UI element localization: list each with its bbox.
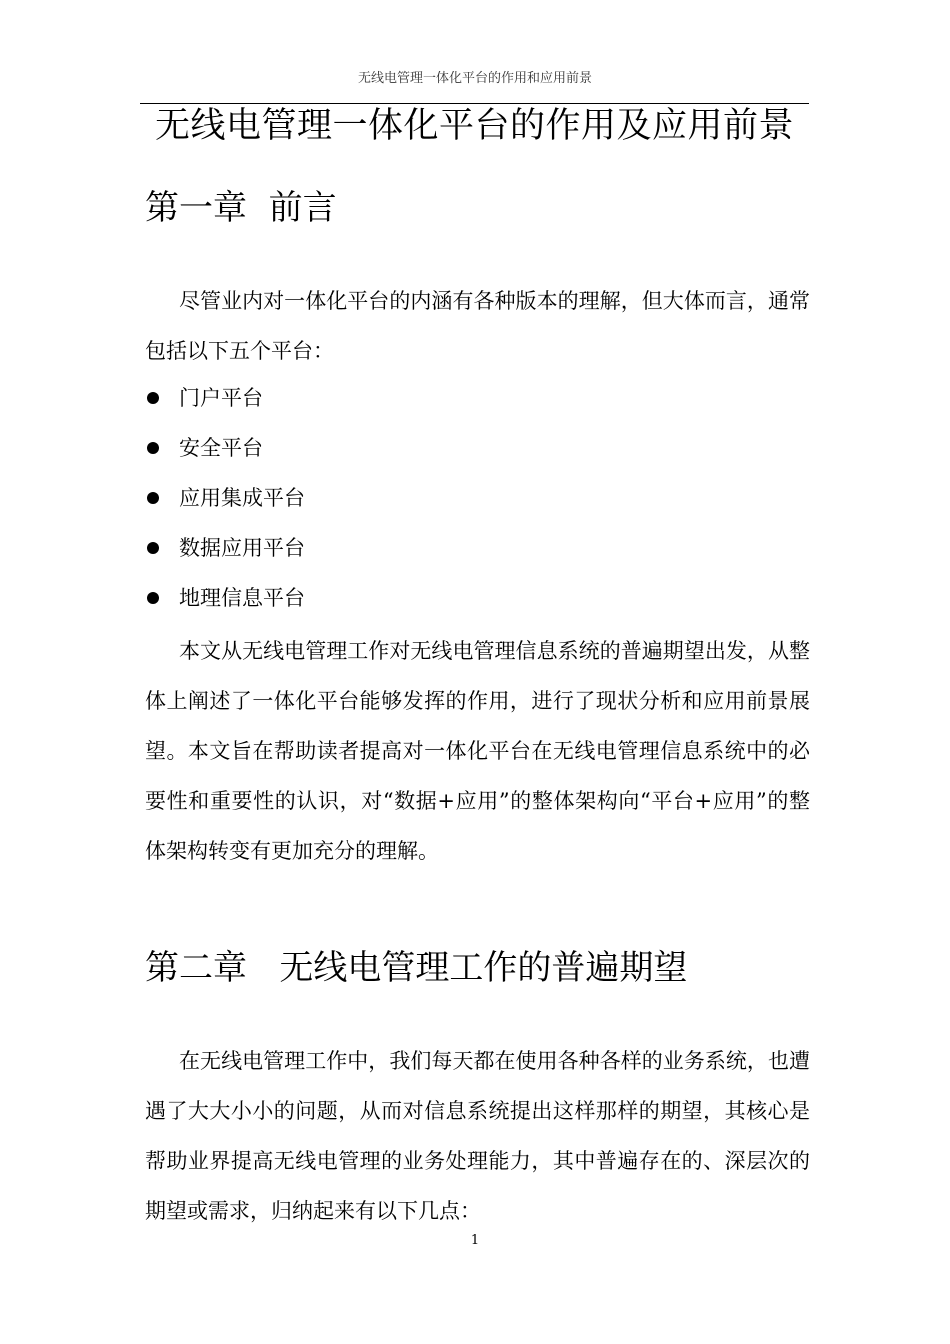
running-header: 无线电管理一体化平台的作用和应用前景	[357, 71, 592, 86]
list-item-label: 地理信息平台	[179, 586, 305, 610]
list-item-label: 数据应用平台	[179, 536, 305, 560]
document-title: 无线电管理一体化平台的作用及应用前景	[154, 106, 794, 146]
bullet-icon	[147, 392, 159, 404]
platform-bullet-list	[145, 373, 305, 623]
list-item-label: 应用集成平台	[179, 486, 305, 510]
list-item-label: 门户平台	[179, 386, 263, 410]
list-item-label: 安全平台	[179, 436, 263, 460]
page-number: 1	[470, 1233, 480, 1248]
chapter-1-intro-paragraph: 尽管业内对一体化平台的内涵有各种版本的理解，但大体而言，通常包括以下五个平台：	[145, 289, 810, 363]
bullet-icon	[147, 542, 159, 554]
list-item	[145, 523, 305, 573]
list-item	[145, 423, 305, 473]
bullet-icon	[147, 492, 159, 504]
list-item	[145, 473, 305, 523]
chapter-2-heading: 第二章 无线电管理工作的普遍期望	[145, 948, 688, 988]
chapter-1-body-paragraph: 本文从无线电管理工作对无线电管理信息系统的普遍期望出发，从整体上阐述了一体化平台能够发挥的作用，进行了现状分析和应用前景展望。本文旨在帮助读者提高对一体化平台在无线电管理信息系统中的必要性和重要性的认识，对“数据+应用”的整体架构向“平台+应用”的整体架构转变有更加充分的理解。	[145, 639, 810, 863]
list-item	[145, 573, 305, 623]
bullet-icon	[147, 592, 159, 604]
bullet-icon	[147, 442, 159, 454]
chapter-2-body-paragraph: 在无线电管理工作中，我们每天都在使用各种各样的业务系统，也遭遇了大大小小的问题，从而对信息系统提出这样那样的期望，其核心是帮助业界提高无线电管理的业务处理能力，其中普遍存在的、深层次的期望或需求，归纳起来有以下几点：	[145, 1049, 810, 1223]
list-item	[145, 373, 305, 423]
chapter-1-heading: 第一章 前言	[145, 188, 337, 228]
